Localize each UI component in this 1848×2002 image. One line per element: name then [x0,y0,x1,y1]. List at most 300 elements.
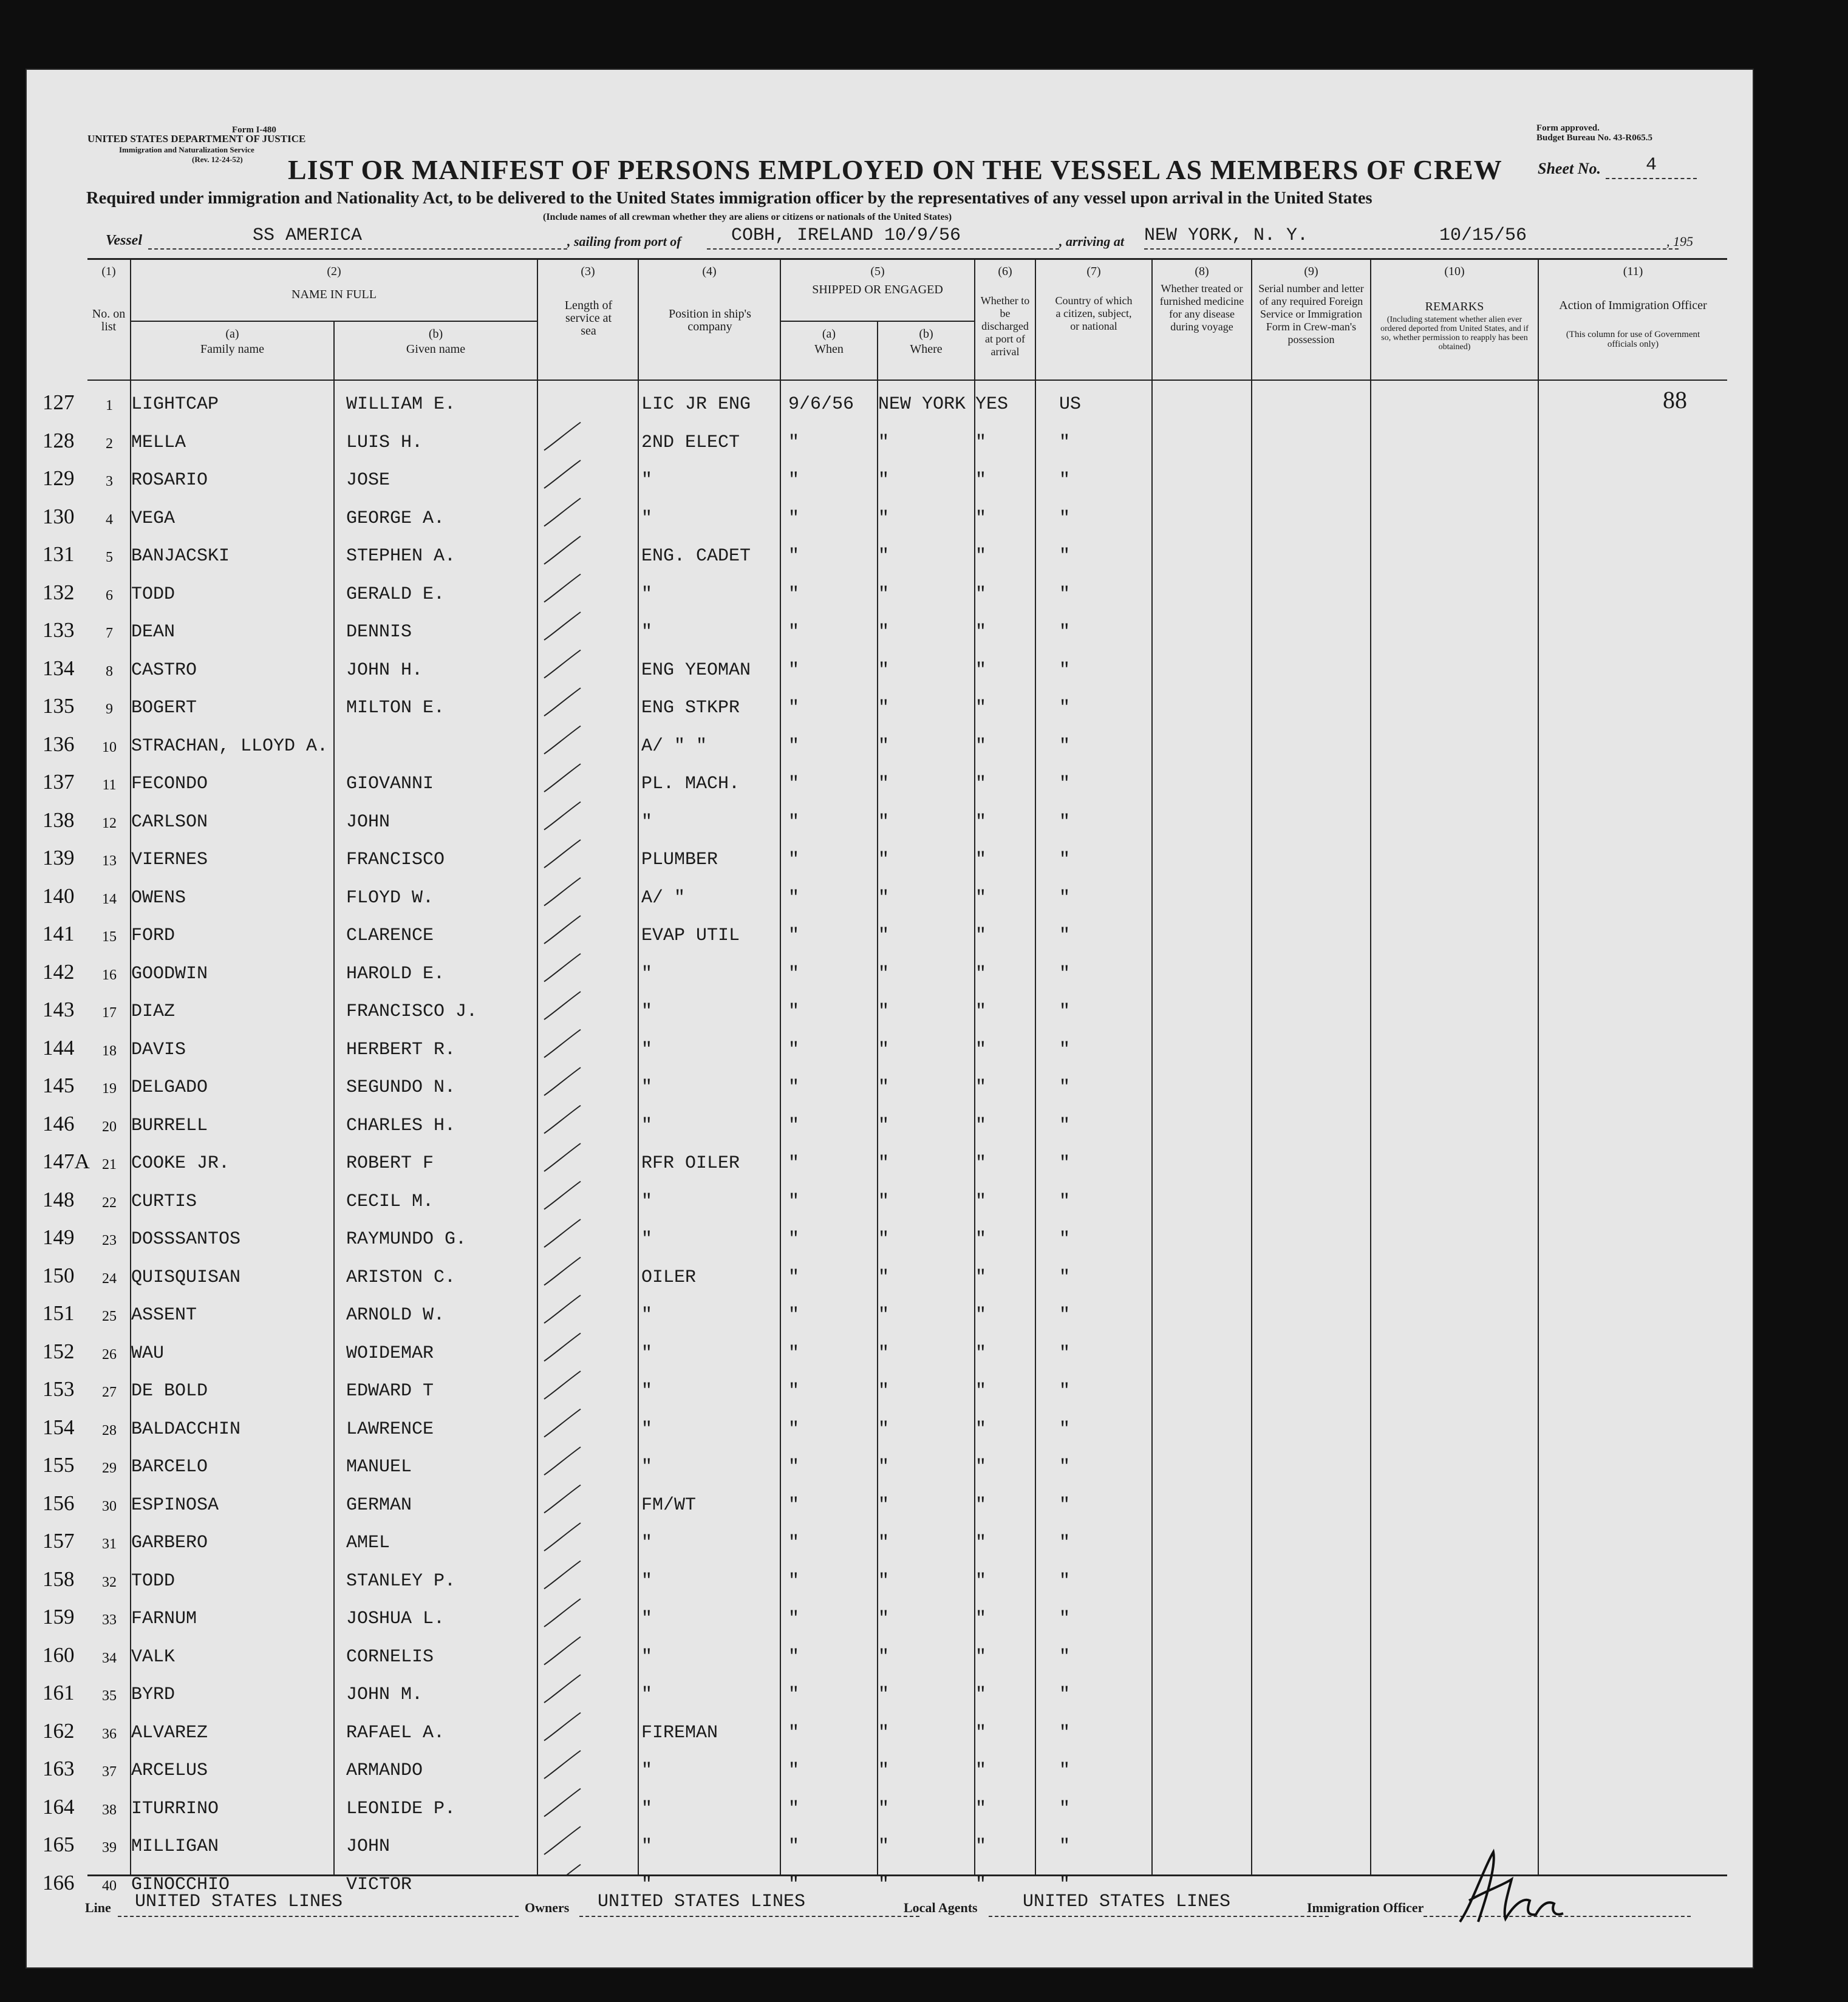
given-name: JOHN H. [346,659,423,681]
given-name: WOIDEMAR [346,1343,434,1364]
row-sequence-number: 131 [43,542,75,566]
shipped-where: " [878,811,890,832]
discharged: " [975,1077,987,1098]
list-number: 14 [102,891,117,907]
discharged: " [975,1533,987,1553]
shipped-when: " [788,1646,800,1667]
family-name: MELLA [131,432,186,453]
position: " [641,963,653,984]
row-sequence-number: 127 [43,390,75,414]
col2a-number: (a) [225,327,239,341]
service-name: Immigration and Naturalization Service [119,145,254,154]
col2a-header: Family name [200,342,264,356]
position: 2ND ELECT [641,432,740,453]
sheet-line [1606,178,1697,179]
given-name: GERMAN [346,1494,412,1516]
list-number: 35 [102,1688,117,1704]
country: " [1059,1343,1071,1364]
service-checkmark [544,1637,581,1665]
list-number: 12 [102,815,117,831]
shipped-when: " [788,584,800,605]
service-checkmark [544,1143,581,1171]
list-number: 28 [102,1422,117,1439]
shipped-where: " [878,735,890,757]
position: LIC JR ENG [641,394,751,415]
discharged: " [975,470,987,491]
list-number: 24 [102,1270,117,1287]
discharged: " [975,1305,987,1326]
family-name: DELGADO [131,1077,208,1098]
discharged: " [975,1039,987,1060]
row-sequence-number: 152 [43,1339,75,1363]
list-number: 23 [102,1233,117,1248]
service-checkmark [544,1713,581,1741]
col6-header: Whether to be discharged at port of arrival [980,295,1030,358]
discharged: " [975,1457,987,1477]
row-sequence-number: 135 [43,694,75,718]
discharged: " [975,546,987,567]
owners-value: UNITED STATES LINES [598,1891,806,1912]
shipped-when: " [788,1874,800,1895]
discharged: YES [975,394,1009,415]
country: " [1059,925,1071,946]
shipped-where: " [878,1039,890,1060]
given-name: EDWARD T [346,1381,434,1401]
row-sequence-number: 137 [43,770,75,794]
country: " [1059,1267,1071,1288]
discharged: " [975,1722,987,1743]
list-number: 27 [102,1384,117,1400]
col-rule-12 [1538,259,1539,1876]
position: " [641,1418,653,1440]
shipped-when: " [788,1153,800,1174]
service-checkmark [544,1751,581,1779]
service-checkmark [544,574,581,602]
given-name: SEGUNDO N. [346,1077,456,1098]
country: " [1059,659,1071,681]
discharged: " [975,1684,987,1705]
service-checkmarks [538,381,638,1874]
include-note: (Include names of all crewman whether they are aliens or citizens or nationals of the United States) [543,212,952,222]
family-name: QUISQUISAN [131,1267,241,1288]
row-sequence-number: 158 [43,1567,75,1591]
discharged: " [975,735,987,757]
col2-header: NAME IN FULL [292,288,377,301]
discharged: " [975,963,987,984]
col5b-number: (b) [919,327,933,341]
position: " [641,1229,653,1250]
shipped-when: " [788,659,800,681]
service-checkmark [544,536,581,564]
discharged: " [975,1798,987,1819]
vessel-label: Vessel [106,233,142,248]
family-name: OWENS [131,887,186,908]
family-name: FARNUM [131,1609,197,1629]
given-name: LAWRENCE [346,1418,434,1440]
list-number: 22 [102,1194,117,1211]
shipped-where: " [878,508,890,529]
country: " [1059,1457,1071,1477]
year-suffix: , 195 [1666,234,1693,249]
shipped-where: " [878,1115,890,1136]
col10-number: (10) [1444,265,1465,278]
discharged: " [975,1115,987,1136]
position: " [641,1457,653,1477]
position: " [641,1381,653,1401]
country: " [1059,1191,1071,1212]
position: " [641,470,653,491]
col8-number: (8) [1195,265,1209,278]
family-name: ARCELUS [131,1760,208,1781]
list-number: 15 [102,929,117,945]
row-sequence-number: 157 [43,1529,75,1553]
shipped-where: " [878,546,890,567]
country: " [1059,1494,1071,1516]
list-number: 38 [102,1802,117,1818]
shipped-where: " [878,1381,890,1401]
list-number: 29 [102,1460,117,1476]
shipped-where: " [878,774,890,794]
country: " [1059,1305,1071,1326]
family-name: WAU [131,1343,165,1364]
family-name: BOGERT [131,698,197,718]
shipped-when: " [788,1115,800,1136]
shipped-where: " [878,1001,890,1022]
row-sequence-number: 166 [43,1870,75,1895]
list-number: 37 [102,1764,117,1780]
country: " [1059,622,1071,642]
col1-header: No. on list [92,307,126,333]
shipped-when: " [788,1267,800,1288]
shipped-when: " [788,1077,800,1098]
given-name: GIOVANNI [346,774,434,794]
service-checkmark [544,1030,581,1058]
service-checkmark [544,1409,581,1437]
service-checkmark [544,1523,581,1551]
given-name: HERBERT R. [346,1039,456,1060]
country: " [1059,735,1071,757]
country: " [1059,1229,1071,1250]
country: " [1059,1039,1071,1060]
row-sequence-number: 159 [43,1605,75,1629]
shipped-when: " [788,1533,800,1553]
discharged: " [975,887,987,908]
family-name: BARCELO [131,1457,208,1477]
line-label: Line [85,1900,111,1915]
given-name: CHARLES H. [346,1115,456,1136]
row-sequence-number: 165 [43,1833,75,1856]
row-sequence-number: 145 [43,1074,75,1097]
service-checkmark [544,764,581,792]
country: " [1059,1570,1071,1592]
shipped-where: " [878,1418,890,1440]
service-checkmark [544,802,581,830]
given-name: HAROLD E. [346,963,445,984]
shipped-when: 9/6/56 [788,394,854,415]
service-checkmark [544,1295,581,1323]
discharged: " [975,1343,987,1364]
col9-number: (9) [1304,265,1318,278]
shipped-when: " [788,774,800,794]
row-sequence-number: 150 [43,1263,75,1287]
col10-header: REMARKS [1425,300,1484,313]
sheet-label: Sheet No. [1538,160,1601,177]
row-sequence-number: 133 [43,618,75,642]
col3-number: (3) [581,265,595,278]
shipped-when: " [788,1305,800,1326]
department-name: UNITED STATES DEPARTMENT OF JUSTICE [87,133,306,145]
family-name: TODD [131,1570,176,1592]
row-sequence-number: 143 [43,998,75,1021]
shipped-where: " [878,1343,890,1364]
family-name: BALDACCHIN [131,1418,241,1440]
country: " [1059,1646,1071,1667]
shipped-when: " [788,1343,800,1364]
shipped-when: " [788,432,800,453]
country: " [1059,432,1071,453]
given-name: CECIL M. [346,1191,434,1212]
discharged: " [975,584,987,605]
col-rule-1 [130,259,131,1876]
service-checkmark [544,499,581,526]
country: " [1059,1760,1071,1781]
position: " [641,1533,653,1553]
row-sequence-number: 155 [43,1453,75,1477]
shipped-where: " [878,659,890,681]
service-checkmark [544,1865,581,1875]
country: " [1059,1836,1071,1857]
col-rule-7 [974,259,975,1876]
family-name: ASSENT [131,1305,197,1326]
discharged: " [975,925,987,946]
discharged: " [975,1381,987,1401]
local-agents-label: Local Agents [904,1900,978,1915]
shipped-when: " [788,849,800,870]
row-sequence-number: 149 [43,1225,75,1249]
country: " [1059,1874,1071,1895]
service-checkmark [544,423,581,451]
col-rule-10 [1251,259,1252,1876]
position: " [641,1798,653,1819]
shipped-when: " [788,470,800,491]
officer-count-annotation: 88 [1663,386,1687,414]
officer-signature [1436,1843,1594,1934]
family-name: VEGA [131,508,176,529]
col3-header: Length of service at sea [564,299,613,338]
given-name: JOHN M. [346,1684,423,1705]
shipped-where: " [878,849,890,870]
shipped-when: " [788,1684,800,1705]
family-name: GOODWIN [131,963,208,984]
discharged: " [975,1646,987,1667]
service-checkmark [544,460,581,488]
given-name: LEONIDE P. [346,1798,456,1819]
shipped-when: " [788,1609,800,1629]
owners-label: Owners [525,1900,570,1915]
discharged: " [975,849,987,870]
col-rule-4 [638,259,639,1876]
given-name: MANUEL [346,1457,412,1477]
row-sequence-number: 138 [43,808,75,832]
col5b-header: Where [910,342,943,356]
shipped-where: " [878,1874,890,1895]
family-name: DE BOLD [131,1381,208,1401]
shipped-when: " [788,963,800,984]
position: " [641,622,653,642]
col11-header: Action of Immigration Officer [1559,299,1707,312]
service-checkmark [544,840,581,868]
given-name: WILLIAM E. [346,394,456,415]
family-name: VIERNES [131,849,208,870]
position: A/ " [641,887,686,908]
position: RFR OILER [641,1153,740,1174]
form-approved: Form approved. [1536,123,1600,133]
list-number: 3 [106,474,113,489]
position: " [641,1115,653,1136]
shipped-where: " [878,1267,890,1288]
family-name: FECONDO [131,774,208,794]
shipped-where: " [878,887,890,908]
row-sequence-number: 140 [43,884,75,908]
country: " [1059,1077,1071,1098]
given-name: RAYMUNDO G. [346,1229,467,1250]
row-sequence-number: 164 [43,1794,75,1819]
country: " [1059,963,1071,984]
col-rule-11 [1370,259,1371,1876]
discharged: " [975,1191,987,1212]
shipped-where: " [878,1494,890,1516]
shipped-when: " [788,1570,800,1592]
col4-header: Position in ship's company [669,307,751,333]
shipped-when: " [788,1381,800,1401]
row-sequence-number: 154 [43,1415,75,1439]
position: " [641,508,653,529]
country: " [1059,887,1071,908]
list-number: 13 [102,853,117,869]
shipped-when: " [788,622,800,642]
list-number: 40 [102,1878,117,1894]
col7-number: (7) [1086,265,1101,278]
row-sequence-number: 134 [43,656,75,680]
row-sequence-number: 160 [43,1643,75,1667]
list-number: 21 [102,1157,117,1173]
shipped-when: " [788,1722,800,1743]
line-underline [118,1916,519,1917]
country: " [1059,584,1071,605]
list-number: 25 [102,1309,117,1324]
position: " [641,1001,653,1022]
family-name: ITURRINO [131,1798,219,1819]
shipped-when: " [788,1457,800,1477]
row-sequence-number: 148 [43,1187,75,1211]
sailing-from: COBH, IRELAND 10/9/56 [731,225,961,246]
discharged: " [975,811,987,832]
list-number: 16 [102,967,117,983]
shipped-when: " [788,1229,800,1250]
position: OILER [641,1267,697,1288]
shipped-where: " [878,1684,890,1705]
list-number: 32 [102,1574,117,1590]
position: PLUMBER [641,849,718,870]
vessel-line [148,248,567,250]
shipped-where: " [878,1457,890,1477]
list-number: 6 [106,587,113,604]
given-name: ROBERT F [346,1153,434,1174]
col-rule-8 [1035,259,1036,1876]
shipped-where: " [878,1229,890,1250]
shipped-when: " [788,546,800,567]
discharged: " [975,1267,987,1288]
shipped-when: " [788,1494,800,1516]
discharged: " [975,622,987,642]
service-checkmark [544,878,581,906]
family-name: DAVIS [131,1039,186,1060]
service-checkmark [544,1485,581,1513]
col11-number: (11) [1623,265,1643,278]
country: " [1059,774,1071,794]
col7-header: Country of which a citizen, subject, or national [1055,295,1133,332]
sailing-label: , sailing from port of [567,234,681,249]
position: " [641,1305,653,1326]
form-number: Form I-480 [232,125,276,135]
list-number: 30 [102,1498,117,1514]
vessel-name: SS AMERICA [253,225,363,246]
discharged: " [975,432,987,453]
position: FIREMAN [641,1722,718,1743]
subtitle: Required under immigration and Nationality Act, to be delivered to the United States immigration officer by the representatives of any vessel upon arrival in the United States [86,189,1372,208]
shipped-where: " [878,698,890,718]
col1-number: (1) [101,265,116,278]
given-name: AMEL [346,1533,390,1553]
discharged: " [975,1494,987,1516]
row-sequence-number: 136 [43,732,75,756]
shipped-where: " [878,1153,890,1174]
country: " [1059,1418,1071,1440]
country: " [1059,1609,1071,1629]
shipped-when: " [788,1418,800,1440]
shipped-where: " [878,963,890,984]
shipped-when: " [788,1001,800,1022]
service-checkmark [544,1258,581,1285]
arriving-line [1144,248,1679,250]
family-name: CARLSON [131,811,208,832]
col-rule-2 [333,321,335,1876]
list-number: 19 [102,1081,117,1097]
given-name: JOSE [346,470,390,491]
given-name: ARMANDO [346,1760,423,1781]
family-name: GINOCCHIO [131,1874,230,1895]
service-checkmark [544,954,581,982]
list-number: 34 [102,1650,117,1666]
country: " [1059,1722,1071,1743]
col-rule-5 [780,259,781,1876]
row-sequence-number: 153 [43,1377,75,1401]
col-rule-9 [1151,259,1153,1876]
given-name: VICTOR [346,1874,412,1895]
country: " [1059,1001,1071,1022]
manifest-sheet [27,70,1753,1967]
family-name: FORD [131,925,176,946]
shipped-where: " [878,1798,890,1819]
shipped-where: " [878,1570,890,1592]
list-number: 10 [102,739,117,755]
list-number: 9 [106,701,113,717]
given-name: RAFAEL A. [346,1722,445,1743]
position: " [641,1191,653,1212]
list-number: 2 [106,435,113,452]
col10-note: (Including statement whether alien ever ordered deported from United States, and if so, whether permission to reapply has been obtained) [1380,315,1529,352]
service-checkmark [544,1182,581,1210]
